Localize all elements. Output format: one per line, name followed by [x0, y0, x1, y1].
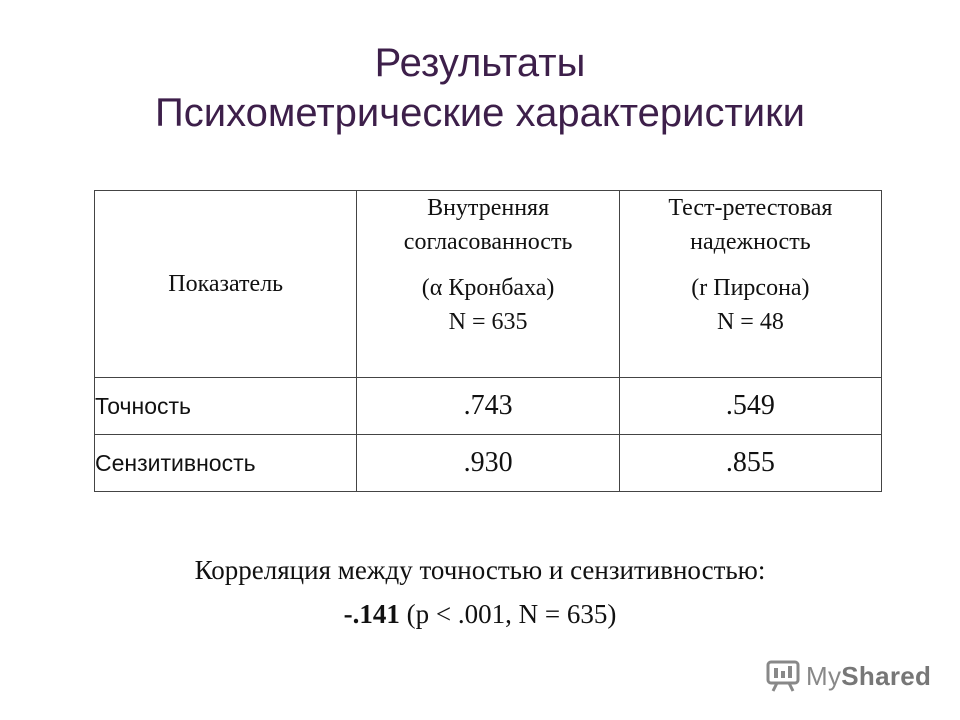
header-retest-line4: N = 48 — [716, 309, 784, 335]
header-internal-line4: N = 635 — [448, 309, 528, 335]
header-internal-line1: Внутренняя — [427, 195, 550, 221]
cell-accuracy-internal: .743 — [357, 378, 619, 435]
header-retest-line1: Тест-ретестовая — [668, 195, 833, 221]
results-table — [94, 190, 882, 492]
logo-text-bold: Shared — [841, 660, 932, 691]
header-retest-line2: надежность — [690, 229, 811, 255]
header-retest-line3: (r Пирсона) — [691, 275, 810, 301]
header-indicator: Показатель — [95, 191, 357, 378]
correlation-line-1: Корреляция между точностью и сензитивностью: — [194, 555, 766, 585]
cell-sensitivity-internal: .930 — [357, 435, 619, 492]
cell-accuracy-retest: .549 — [619, 378, 881, 435]
row-label-sensitivity: Сензитивность — [95, 435, 357, 492]
correlation-note — [0, 548, 960, 636]
presentation-board-icon — [766, 659, 800, 693]
header-retest-reliability — [619, 191, 881, 378]
logo-text-light: My — [806, 660, 842, 691]
row-label-accuracy: Точность — [95, 378, 357, 435]
myshared-logo — [766, 656, 931, 696]
cell-sensitivity-retest: .855 — [619, 435, 881, 492]
header-internal-line2: согласованность — [403, 229, 573, 255]
header-row — [95, 191, 882, 378]
slide-title — [0, 38, 960, 138]
title-line-2: Психометрические характеристики — [155, 91, 805, 135]
header-internal-line3: (α Кронбаха) — [421, 275, 555, 301]
table-row — [95, 378, 882, 435]
correlation-value: -.141 — [343, 599, 400, 629]
table-row — [95, 435, 882, 492]
logo-text — [806, 661, 931, 692]
correlation-detail: (p < .001, N = 635) — [399, 599, 617, 629]
correlation-line-2 — [0, 592, 960, 636]
header-internal-consistency — [357, 191, 619, 378]
title-line-1: Результаты — [374, 41, 586, 85]
